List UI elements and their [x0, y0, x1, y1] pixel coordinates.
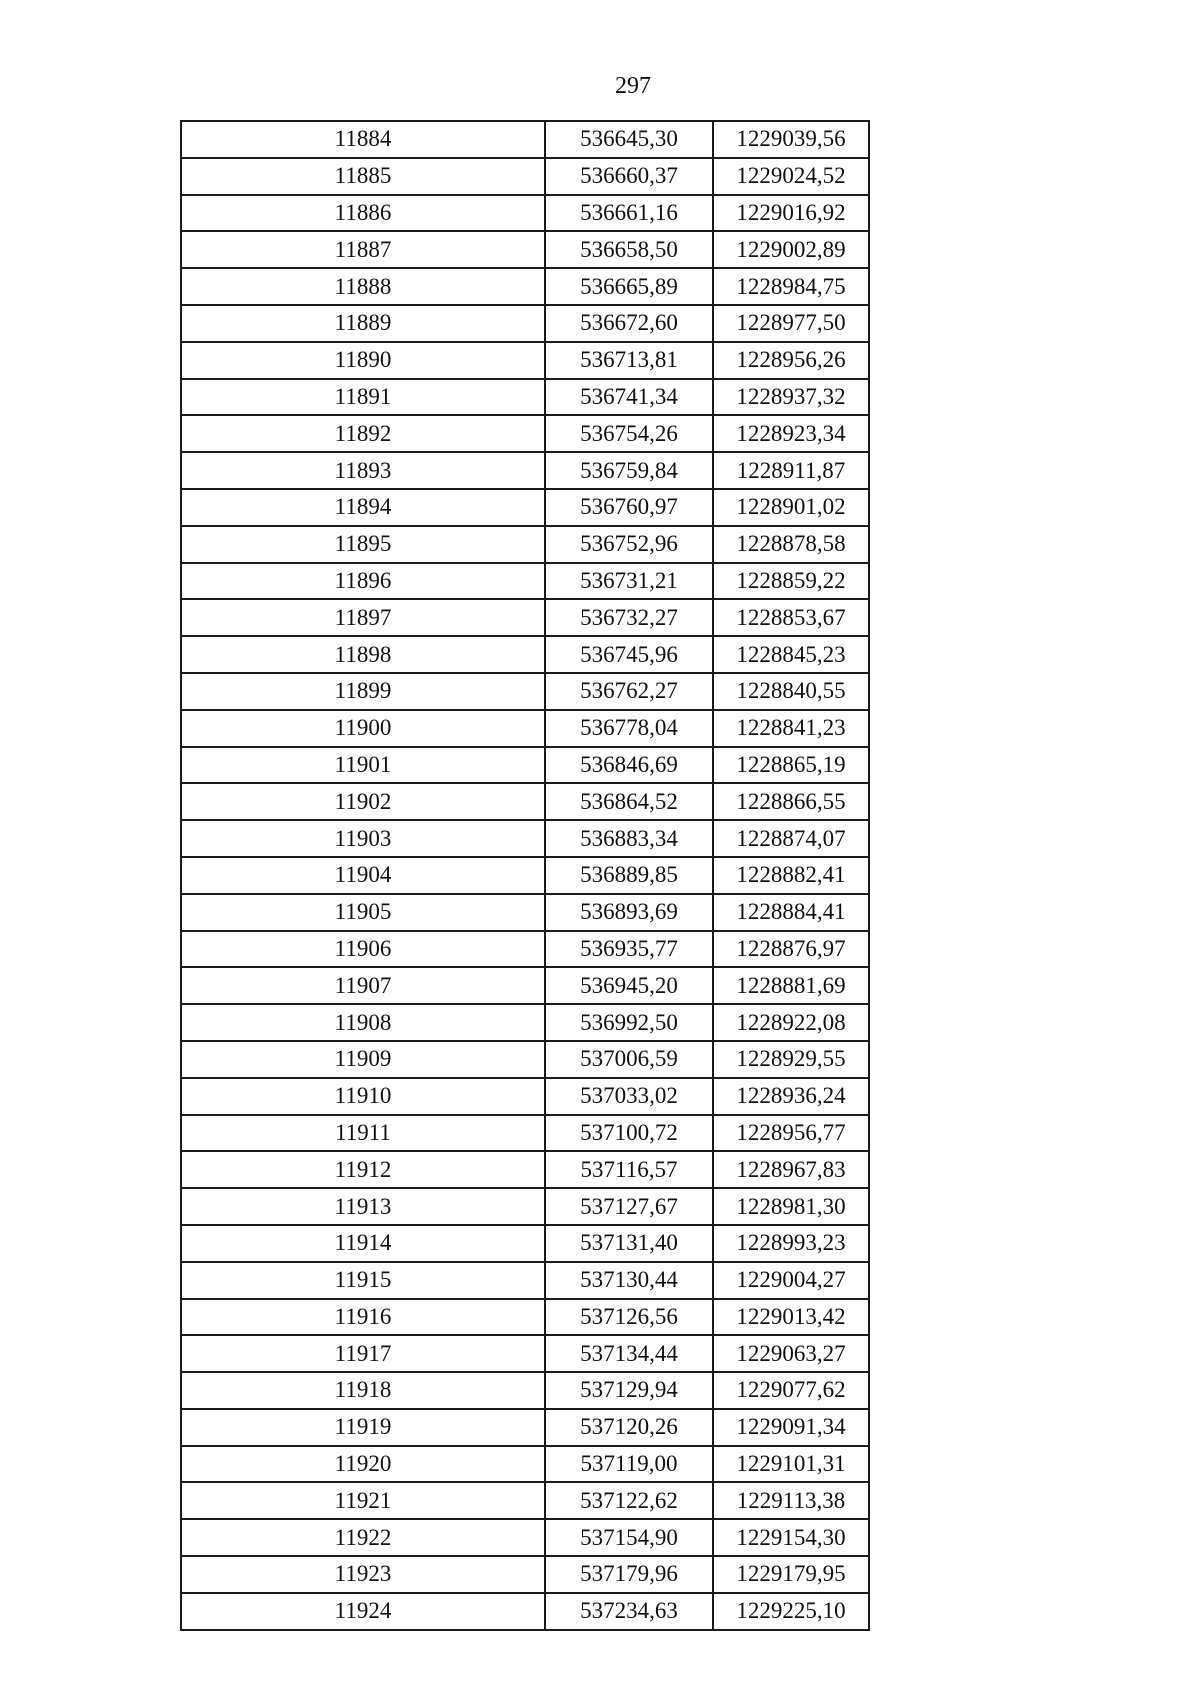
table-row — [181, 1372, 869, 1409]
x-coordinate-cell: 536754,26 — [545, 415, 713, 452]
x-coordinate-cell: 537122,62 — [545, 1482, 713, 1519]
table-row — [181, 820, 869, 857]
y-coordinate-cell: 1229039,56 — [713, 121, 869, 158]
x-coordinate-cell: 536935,77 — [545, 931, 713, 968]
point-number-cell: 11904 — [181, 857, 545, 894]
x-coordinate-cell: 537154,90 — [545, 1519, 713, 1556]
x-coordinate-cell: 536759,84 — [545, 452, 713, 489]
point-number-cell: 11915 — [181, 1262, 545, 1299]
point-number-cell: 11885 — [181, 158, 545, 195]
x-coordinate-cell: 536732,27 — [545, 599, 713, 636]
y-coordinate-cell: 1228845,23 — [713, 636, 869, 673]
table-row — [181, 342, 869, 379]
coordinates-table — [180, 120, 870, 1631]
y-coordinate-cell: 1228956,77 — [713, 1115, 869, 1152]
point-number-cell: 11914 — [181, 1225, 545, 1262]
point-number-cell: 11891 — [181, 379, 545, 416]
y-coordinate-cell: 1228967,83 — [713, 1151, 869, 1188]
x-coordinate-cell: 537234,63 — [545, 1593, 713, 1630]
x-coordinate-cell: 536893,69 — [545, 894, 713, 931]
point-number-cell: 11913 — [181, 1188, 545, 1225]
y-coordinate-cell: 1229024,52 — [713, 158, 869, 195]
table-row — [181, 563, 869, 600]
point-number-cell: 11922 — [181, 1519, 545, 1556]
y-coordinate-cell: 1228911,87 — [713, 452, 869, 489]
table-row — [181, 1519, 869, 1556]
page-number: 297 — [615, 73, 651, 99]
y-coordinate-cell: 1229016,92 — [713, 195, 869, 232]
x-coordinate-cell: 536846,69 — [545, 747, 713, 784]
x-coordinate-cell: 536658,50 — [545, 231, 713, 268]
y-coordinate-cell: 1228923,34 — [713, 415, 869, 452]
table-row — [181, 673, 869, 710]
x-coordinate-cell: 537006,59 — [545, 1041, 713, 1078]
x-coordinate-cell: 536645,30 — [545, 121, 713, 158]
y-coordinate-cell: 1229091,34 — [713, 1409, 869, 1446]
point-number-cell: 11890 — [181, 342, 545, 379]
table-row — [181, 967, 869, 1004]
point-number-cell: 11901 — [181, 747, 545, 784]
table-row — [181, 1446, 869, 1483]
point-number-cell: 11898 — [181, 636, 545, 673]
table-row — [181, 747, 869, 784]
table-row — [181, 1151, 869, 1188]
y-coordinate-cell: 1228956,26 — [713, 342, 869, 379]
point-number-cell: 11903 — [181, 820, 545, 857]
x-coordinate-cell: 536745,96 — [545, 636, 713, 673]
x-coordinate-cell: 536672,60 — [545, 305, 713, 342]
table-row — [181, 158, 869, 195]
point-number-cell: 11888 — [181, 268, 545, 305]
table-row — [181, 452, 869, 489]
table-row — [181, 415, 869, 452]
x-coordinate-cell: 536864,52 — [545, 783, 713, 820]
y-coordinate-cell: 1229179,95 — [713, 1556, 869, 1593]
x-coordinate-cell: 537119,00 — [545, 1446, 713, 1483]
table-row — [181, 1299, 869, 1336]
x-coordinate-cell: 537126,56 — [545, 1299, 713, 1336]
y-coordinate-cell: 1229013,42 — [713, 1299, 869, 1336]
point-number-cell: 11911 — [181, 1115, 545, 1152]
x-coordinate-cell: 536889,85 — [545, 857, 713, 894]
y-coordinate-cell: 1228901,02 — [713, 489, 869, 526]
point-number-cell: 11923 — [181, 1556, 545, 1593]
table-row — [181, 1004, 869, 1041]
y-coordinate-cell: 1229077,62 — [713, 1372, 869, 1409]
y-coordinate-cell: 1228936,24 — [713, 1078, 869, 1115]
x-coordinate-cell: 536713,81 — [545, 342, 713, 379]
y-coordinate-cell: 1228881,69 — [713, 967, 869, 1004]
x-coordinate-cell: 537134,44 — [545, 1335, 713, 1372]
table-row — [181, 636, 869, 673]
table-row — [181, 931, 869, 968]
point-number-cell: 11889 — [181, 305, 545, 342]
x-coordinate-cell: 536762,27 — [545, 673, 713, 710]
table-row — [181, 1041, 869, 1078]
table-row — [181, 1078, 869, 1115]
y-coordinate-cell: 1229154,30 — [713, 1519, 869, 1556]
y-coordinate-cell: 1228876,97 — [713, 931, 869, 968]
table-row — [181, 121, 869, 158]
table-body — [181, 121, 869, 1630]
table-row — [181, 1335, 869, 1372]
point-number-cell: 11896 — [181, 563, 545, 600]
y-coordinate-cell: 1229002,89 — [713, 231, 869, 268]
x-coordinate-cell: 537129,94 — [545, 1372, 713, 1409]
x-coordinate-cell: 537131,40 — [545, 1225, 713, 1262]
x-coordinate-cell: 537116,57 — [545, 1151, 713, 1188]
point-number-cell: 11918 — [181, 1372, 545, 1409]
x-coordinate-cell: 536731,21 — [545, 563, 713, 600]
table-row — [181, 379, 869, 416]
table-row — [181, 1593, 869, 1630]
y-coordinate-cell: 1229004,27 — [713, 1262, 869, 1299]
table-row — [181, 526, 869, 563]
point-number-cell: 11905 — [181, 894, 545, 931]
point-number-cell: 11912 — [181, 1151, 545, 1188]
point-number-cell: 11893 — [181, 452, 545, 489]
table-row — [181, 231, 869, 268]
point-number-cell: 11920 — [181, 1446, 545, 1483]
y-coordinate-cell: 1228859,22 — [713, 563, 869, 600]
table-row — [181, 305, 869, 342]
y-coordinate-cell: 1229063,27 — [713, 1335, 869, 1372]
y-coordinate-cell: 1229101,31 — [713, 1446, 869, 1483]
x-coordinate-cell: 536665,89 — [545, 268, 713, 305]
y-coordinate-cell: 1229225,10 — [713, 1593, 869, 1630]
point-number-cell: 11908 — [181, 1004, 545, 1041]
y-coordinate-cell: 1228984,75 — [713, 268, 869, 305]
y-coordinate-cell: 1229113,38 — [713, 1482, 869, 1519]
point-number-cell: 11916 — [181, 1299, 545, 1336]
x-coordinate-cell: 536760,97 — [545, 489, 713, 526]
table-row — [181, 599, 869, 636]
x-coordinate-cell: 537120,26 — [545, 1409, 713, 1446]
point-number-cell: 11886 — [181, 195, 545, 232]
x-coordinate-cell: 537033,02 — [545, 1078, 713, 1115]
point-number-cell: 11900 — [181, 710, 545, 747]
y-coordinate-cell: 1228937,32 — [713, 379, 869, 416]
x-coordinate-cell: 536661,16 — [545, 195, 713, 232]
y-coordinate-cell: 1228929,55 — [713, 1041, 869, 1078]
table-row — [181, 1262, 869, 1299]
point-number-cell: 11894 — [181, 489, 545, 526]
point-number-cell: 11917 — [181, 1335, 545, 1372]
point-number-cell: 11924 — [181, 1593, 545, 1630]
table-row — [181, 1409, 869, 1446]
table-row — [181, 1188, 869, 1225]
table-row — [181, 1482, 869, 1519]
table-row — [181, 489, 869, 526]
y-coordinate-cell: 1228874,07 — [713, 820, 869, 857]
table-row — [181, 783, 869, 820]
point-number-cell: 11902 — [181, 783, 545, 820]
table-row — [181, 268, 869, 305]
x-coordinate-cell: 536741,34 — [545, 379, 713, 416]
point-number-cell: 11910 — [181, 1078, 545, 1115]
point-number-cell: 11899 — [181, 673, 545, 710]
table-row — [181, 710, 869, 747]
y-coordinate-cell: 1228866,55 — [713, 783, 869, 820]
x-coordinate-cell: 537130,44 — [545, 1262, 713, 1299]
point-number-cell: 11909 — [181, 1041, 545, 1078]
point-number-cell: 11919 — [181, 1409, 545, 1446]
table-row — [181, 1115, 869, 1152]
y-coordinate-cell: 1228853,67 — [713, 599, 869, 636]
x-coordinate-cell: 537127,67 — [545, 1188, 713, 1225]
y-coordinate-cell: 1228993,23 — [713, 1225, 869, 1262]
y-coordinate-cell: 1228840,55 — [713, 673, 869, 710]
y-coordinate-cell: 1228977,50 — [713, 305, 869, 342]
point-number-cell: 11897 — [181, 599, 545, 636]
y-coordinate-cell: 1228882,41 — [713, 857, 869, 894]
point-number-cell: 11921 — [181, 1482, 545, 1519]
y-coordinate-cell: 1228922,08 — [713, 1004, 869, 1041]
y-coordinate-cell: 1228884,41 — [713, 894, 869, 931]
point-number-cell: 11907 — [181, 967, 545, 1004]
x-coordinate-cell: 537100,72 — [545, 1115, 713, 1152]
x-coordinate-cell: 536883,34 — [545, 820, 713, 857]
table-row — [181, 195, 869, 232]
x-coordinate-cell: 537179,96 — [545, 1556, 713, 1593]
table-row — [181, 894, 869, 931]
y-coordinate-cell: 1228981,30 — [713, 1188, 869, 1225]
table-row — [181, 857, 869, 894]
y-coordinate-cell: 1228841,23 — [713, 710, 869, 747]
x-coordinate-cell: 536992,50 — [545, 1004, 713, 1041]
point-number-cell: 11892 — [181, 415, 545, 452]
x-coordinate-cell: 536945,20 — [545, 967, 713, 1004]
x-coordinate-cell: 536660,37 — [545, 158, 713, 195]
point-number-cell: 11906 — [181, 931, 545, 968]
table-row — [181, 1225, 869, 1262]
point-number-cell: 11887 — [181, 231, 545, 268]
x-coordinate-cell: 536752,96 — [545, 526, 713, 563]
x-coordinate-cell: 536778,04 — [545, 710, 713, 747]
y-coordinate-cell: 1228865,19 — [713, 747, 869, 784]
point-number-cell: 11895 — [181, 526, 545, 563]
table-row — [181, 1556, 869, 1593]
point-number-cell: 11884 — [181, 121, 545, 158]
y-coordinate-cell: 1228878,58 — [713, 526, 869, 563]
